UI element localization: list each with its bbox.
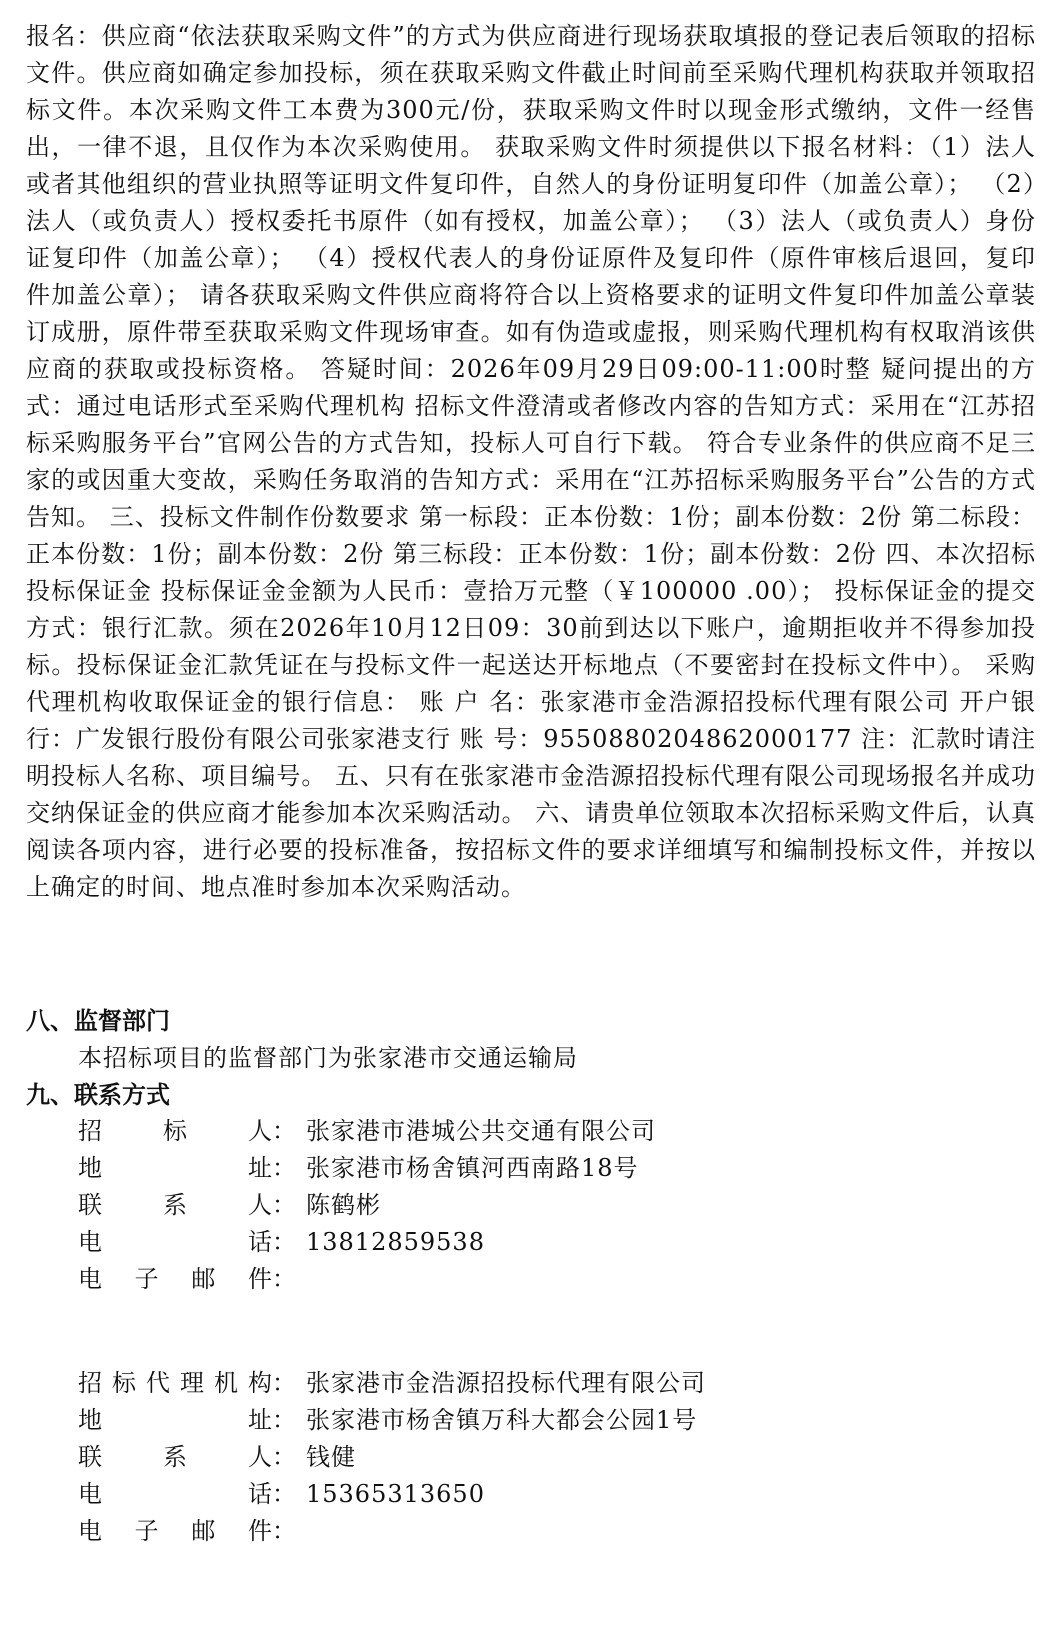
contact-label-char: 子 [134, 1265, 159, 1293]
contact-value: 张家港市港城公共交通有限公司 [306, 1117, 656, 1145]
contact-label-char: 招 [78, 1369, 102, 1397]
contact-label-char: 址： [248, 1154, 296, 1182]
contact-label-char: 人： [248, 1191, 296, 1219]
contact-row [78, 1365, 706, 1401]
contact-label-char: 理 [180, 1369, 204, 1397]
contact-label-char: 址： [248, 1406, 296, 1434]
contact-label-char: 人： [248, 1443, 296, 1471]
contact-label-char: 电 [78, 1228, 102, 1256]
contact-row [78, 1476, 485, 1512]
contact-label [78, 1365, 296, 1401]
contact-label-char: 话： [248, 1228, 296, 1256]
contact-label [78, 1113, 296, 1149]
contact-label-char: 系 [163, 1191, 187, 1219]
contact-label-char: 代 [146, 1369, 170, 1397]
contact-label-char: 机 [214, 1369, 238, 1397]
contact-label-char: 人： [248, 1117, 296, 1145]
contact-label-char: 地 [78, 1406, 102, 1434]
contact-label [78, 1187, 296, 1223]
contact-label-char: 电 [78, 1480, 102, 1508]
contact-value: 钱健 [306, 1443, 356, 1471]
contact-row [78, 1187, 381, 1223]
contact-row [78, 1261, 306, 1297]
contact-label-char: 构： [248, 1369, 296, 1397]
contact-label-char: 件： [247, 1265, 296, 1293]
contact-row [78, 1224, 485, 1260]
contact-row [78, 1402, 697, 1438]
contact-label [78, 1261, 296, 1297]
contact-label-char: 招 [78, 1117, 102, 1145]
supervision-department-text: 本招标项目的监督部门为张家港市交通运输局 [78, 1044, 578, 1072]
contact-label-char: 地 [78, 1154, 102, 1182]
contact-label-char: 系 [163, 1443, 187, 1471]
contact-label-char: 标 [112, 1369, 136, 1397]
contact-label [78, 1402, 296, 1438]
contact-label [78, 1476, 296, 1512]
contact-label-char: 话： [248, 1480, 296, 1508]
contact-label-char: 邮 [191, 1265, 216, 1293]
contact-row [78, 1150, 639, 1186]
contact-label [78, 1439, 296, 1475]
contact-row [78, 1513, 306, 1549]
contact-label [78, 1513, 296, 1549]
contact-value: 张家港市杨舍镇河西南路18号 [306, 1154, 639, 1182]
contact-value: 15365313650 [306, 1480, 485, 1508]
contact-row [78, 1113, 656, 1149]
section-8-heading: 八、监督部门 [26, 1007, 170, 1035]
contact-label [78, 1150, 296, 1186]
contact-label-char: 联 [78, 1443, 102, 1471]
bidding-instructions-text: 报名：供应商“依法获取采购文件”的方式为供应商进行现场获取填报的登记表后领取的招标文件。供应商如确定参加投标，须在获取采购文件截止时间前至采购代理机构获取并领取招标文件。本次采购文件工本费为300元/份，获取采购文件时以现金形式缴纳，文件一经售出，一律不退，且仅作为本次采购使用。 获取采购文件时须提供以下报名材料：（1）法人或者其他组织的营业执照等证明文件复印件，自然人的身份证明复印件（加盖公章）； （2）法人（或负责人）授权委托书原件（如有授权，加盖公章）； （3）法人（或负责人）身份证复印件（加盖公章）； （4）授权代表人的身份证原件及复印件（原件审核后退回，复印件加盖公章）； 请各获取采购文件供应商将符合以上资格要求的证明文件复印件加盖公章装订成册，原件带至获取采购文件现场审查。如有伪造或虚报，则采购代理机构有权取消该供应商的获取或投标资格。 答疑时间：2026年09月29日09:00-11:00时整 疑问提出的方式：通过电话形式至采购代理机构 招标文件澄清或者修改内容的告知方式：采用在“江苏招标采购服务平台”官网公告的方式告知，投标人可自行下载。 符合专业条件的供应商不足三家的或因重大变故，采购任务取消的告知方式：采用在“江苏招标采购服务平台”公告的方式告知。 三、投标文件制作份数要求 第一标段：正本份数：1份；副本份数：2份 第二标段：正本份数：1份；副本份数：2份 第三标段：正本份数：1份；副本份数：2份 四、本次招标投标保证金 投标保证金金额为人民币：壹拾万元整（￥100000 .00）； 投标保证金的提交方式：银行汇款。须在2026年10月12日09：30前到达以下账户，逾期拒收并不得参加投标。投标保证金汇款凭证在与投标文件一起送达开标地点（不要密封在投标文件中）。 采购代理机构收取保证金的银行信息： 账 户 名：张家港市金浩源招投标代理有限公司 开户银行：广发银行股份有限公司张家港支行 账 号：9550880204862000177 注：汇款时请注明投标人名称、项目编号。 五、只有在张家港市金浩源招投标代理有限公司现场报名并成功交纳保证金的供应商才能参加本次采购活动。 六、请贵单位领取本次招标采购文件后，认真阅读各项内容，进行必要的投标准备，按招标文件的要求详细填写和编制投标文件，并按以上确定的时间、地点准时参加本次采购活动。 [26, 22, 1037, 901]
contact-label-char: 标 [163, 1117, 187, 1145]
contact-value: 张家港市金浩源招投标代理有限公司 [306, 1369, 706, 1397]
contact-label-char: 电 [78, 1517, 102, 1545]
contact-value: 张家港市杨舍镇万科大都会公园1号 [306, 1406, 698, 1434]
contact-label-char: 联 [78, 1191, 102, 1219]
contact-value: 13812859538 [306, 1228, 485, 1256]
contact-value: 陈鹤彬 [306, 1191, 381, 1219]
contact-label-char: 电 [78, 1265, 102, 1293]
contact-label-char: 件： [247, 1517, 296, 1545]
contact-label [78, 1224, 296, 1260]
section-9-heading: 九、联系方式 [26, 1081, 170, 1109]
contact-label-char: 子 [134, 1517, 159, 1545]
contact-label-char: 邮 [191, 1517, 216, 1545]
contact-row [78, 1439, 356, 1475]
